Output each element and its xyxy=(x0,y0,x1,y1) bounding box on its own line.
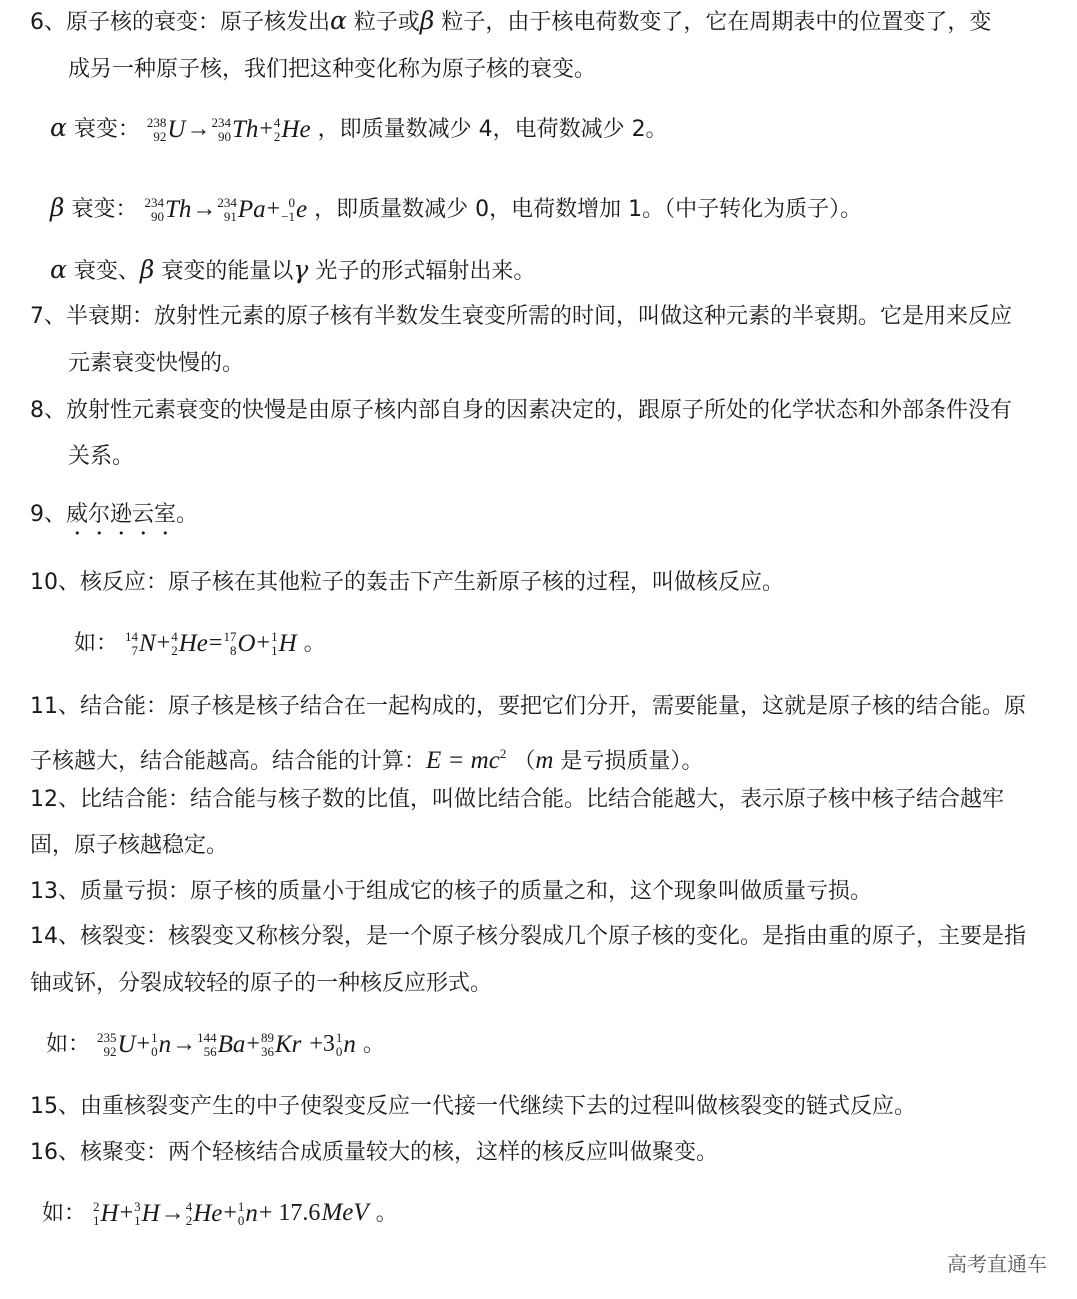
nuclide-he4: 4 2 He xyxy=(185,1199,223,1228)
gamma-radiation-line: α 衰变、β 衰变的能量以γ 光子的形式辐射出来。 xyxy=(50,255,536,284)
item-10: 10、核反应：原子核在其他粒子的轰击下产生新原子核的过程，叫做核反应。 xyxy=(30,570,785,595)
item-number: 14、 xyxy=(30,924,80,949)
nuclide-ba144: 144 56 Ba xyxy=(197,1030,246,1059)
item-15: 15、由重核裂变产生的中子使裂变反应一代接一代继续下去的过程叫做核裂变的链式反应。 xyxy=(30,1094,917,1119)
item-14-line2: 铀或钚，分裂成较轻的原子的一种核反应形式。 xyxy=(30,971,493,996)
item-12-line1: 12、比结合能：结合能与核子数的比值，叫做比结合能。比结合能越大，表示原子核中核子结合越牢 xyxy=(30,787,1005,812)
item-11-line1: 11、结合能：原子核是核子结合在一起构成的，要把它们分开，需要能量，这就是原子核的结合能。原 xyxy=(30,694,1027,719)
nuclide-th234: 234 90 Th xyxy=(144,195,192,224)
nuclide-h2: 2 1 H xyxy=(93,1199,119,1228)
item-16: 16、核聚变：两个轻核结合成质量较大的核，这样的核反应叫做聚变。 xyxy=(30,1140,719,1165)
alpha-symbol: α xyxy=(330,6,347,35)
nuclide-he4: 4 2 He xyxy=(171,629,208,658)
item-number: 15、 xyxy=(30,1094,80,1119)
item-number: 11、 xyxy=(30,694,80,719)
emphasized-term: 威尔逊云室 xyxy=(66,502,177,527)
item-number: 6、 xyxy=(30,10,66,35)
nuclide-o17: 17 8 O xyxy=(223,629,256,658)
item-6-line1: 6、原子核的衰变：原子核发出α 粒子或β 粒子，由于核电荷数变了，它在周期表中的位置变了，变 xyxy=(30,6,992,35)
nuclide-th234: 234 90 Th xyxy=(211,115,259,144)
alpha-symbol: α xyxy=(50,113,67,142)
nuclide-he4: 4 2 He xyxy=(273,115,311,144)
item-number: 13、 xyxy=(30,879,80,904)
item-number: 10、 xyxy=(30,570,80,595)
alpha-decay-equation: α 衰变： 238 92 U → 234 90 Th + 4 2 He ，即质量数减少 4，电荷数减少 2。 xyxy=(50,113,668,144)
item-9: 9、威尔逊云室。 xyxy=(30,502,199,527)
item-number: 7、 xyxy=(30,304,66,329)
item-number: 9、 xyxy=(30,502,66,527)
item-13: 13、质量亏损：原子核的质量小于组成它的核子的质量之和，这个现象叫做质量亏损。 xyxy=(30,879,873,904)
neutron: 1 0 n xyxy=(151,1030,172,1059)
item-7-line2: 元素衰变快慢的。 xyxy=(68,351,245,376)
nuclide-kr89: 89 36 Kr xyxy=(260,1030,302,1059)
binding-energy-formula: E = mc xyxy=(426,747,500,774)
item-6-line2: 成另一种原子核，我们把这种变化称为原子核的衰变。 xyxy=(68,57,597,82)
nuclide-h1: 1 1 H xyxy=(271,629,297,658)
nuclide-h3: 3 1 H xyxy=(134,1199,160,1228)
item-number: 12、 xyxy=(30,787,80,812)
electron: 0 −1 e xyxy=(281,195,308,224)
item-14-line1: 14、核裂变：核裂变又称核分裂，是一个原子核分裂成几个原子核的变化。是指由重的原子，主要是指 xyxy=(30,924,1027,949)
nuclide-u238: 238 92 U xyxy=(146,115,186,144)
item-number: 16、 xyxy=(30,1140,80,1165)
example-14-equation: 如： 235 92 U + 1 0 n → 144 56 Ba + 89 36 Kr +3 1 0 n 。 xyxy=(46,1030,385,1059)
item-7-line1: 7、半衰期：放射性元素的原子核有半数发生衰变所需的时间，叫做这种元素的半衰期。它是用来反应 xyxy=(30,304,1013,329)
beta-symbol: β xyxy=(50,193,65,222)
footer-source-label: 高考直通车 xyxy=(947,1252,1047,1276)
item-number: 8、 xyxy=(30,398,66,423)
example-10-equation: 如： 14 7 N + 4 2 He = 17 8 O + 1 1 H 。 xyxy=(74,629,326,658)
beta-symbol: β xyxy=(419,6,435,35)
nuclide-n14: 14 7 N xyxy=(125,629,156,658)
item-11-line2: 子核越大，结合能越高。结合能的计算：$E = mc^2$ （m 是亏损质量）。 xyxy=(30,746,704,774)
nuclide-pa234: 234 91 Pa xyxy=(217,195,266,224)
item-12-line2: 固，原子核越稳定。 xyxy=(30,833,229,858)
nuclide-u235: 235 92 U xyxy=(97,1030,136,1059)
item-8-line1: 8、放射性元素衰变的快慢是由原子核内部自身的因素决定的，跟原子所处的化学状态和外部条件没有 xyxy=(30,398,1013,423)
item-8-line2: 关系。 xyxy=(68,444,135,469)
beta-decay-equation: β 衰变： 234 90 Th → 234 91 Pa + 0 −1 e ，即质量数减少 0，电荷数增加 1。（中子转化为质子）。 xyxy=(50,193,863,224)
neutron: 1 0 n xyxy=(335,1030,356,1059)
example-16-equation: 如： 2 1 H + 3 1 H → 4 2 He + 1 0 n + 17.6MeV 。 xyxy=(42,1199,398,1228)
neutron: 1 0 n xyxy=(237,1199,258,1228)
